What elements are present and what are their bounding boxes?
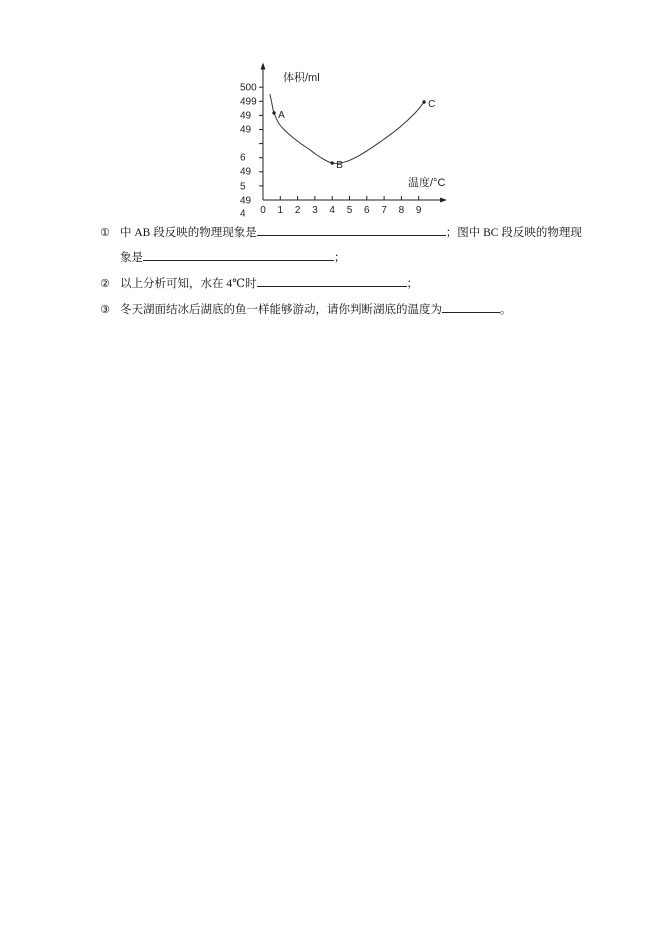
question-1-line [100,224,582,240]
y-axis-arrow [261,62,266,69]
y-tick-label: 6 [240,152,246,164]
y-tick-label: 49 [240,195,252,207]
question-1-text-end: ； [334,252,346,264]
volume-temperature-chart [0,0,661,230]
question-2-text-end: ； [406,278,418,290]
question-1-text: 中 AB 段反映的物理现象是 [120,227,257,239]
y-tick-label: 49 [240,110,252,122]
x-tick-label: 0 [260,205,266,216]
question-2-text: 以上分析可知，水在 4℃时 [120,278,257,290]
x-axis-title: 温度/°C [408,177,446,189]
y-axis-title: 体积/ml [283,72,320,84]
question-1-text-continued: ；图中 BC 段反映的物理现 [445,227,582,239]
x-tick-label: 1 [277,205,284,216]
point-c-label: C [428,99,436,111]
y-tick-label: 4 [240,208,246,220]
question-2-number: ② [100,277,110,290]
point-a-label: A [278,110,285,122]
answer-blank-3 [257,275,407,287]
point-a-marker [272,111,275,114]
y-tick-label: 499 [240,96,257,108]
question-3-number: ③ [100,303,110,316]
answer-blank-2 [143,249,334,261]
x-tick-label: 6 [364,205,370,216]
y-tick-label: 49 [240,166,252,178]
answer-blank-4 [442,301,500,313]
x-tick-label: 7 [381,205,387,216]
question-1-line-2 [100,249,346,265]
question-3-text-end: 。 [500,304,512,316]
answer-blank-1 [257,224,446,236]
x-tick-label: 5 [346,205,353,216]
x-tick-label: 2 [294,205,301,216]
question-3-line [100,301,512,317]
x-tick-label: 3 [312,205,318,216]
x-tick-label: 4 [329,205,335,216]
volume-curve [270,94,424,163]
y-tick-label: 5 [240,181,246,193]
x-axis-arrow [440,198,447,203]
point-c-marker [422,100,425,103]
question-1-number: ① [100,226,110,239]
x-tick-label: 9 [415,205,422,216]
y-tick-label: 49 [240,124,252,136]
point-b-label: B [336,160,343,172]
question-3-text: 冬天湖面结冰后湖底的鱼一样能够游动，请你判断湖底的温度为 [120,304,442,316]
question-2-line [100,275,418,291]
y-tick-label: 500 [240,82,257,94]
point-b-marker [331,161,334,164]
x-tick-label: 8 [398,205,405,216]
question-1-text-wrap: 象是 [120,252,143,264]
